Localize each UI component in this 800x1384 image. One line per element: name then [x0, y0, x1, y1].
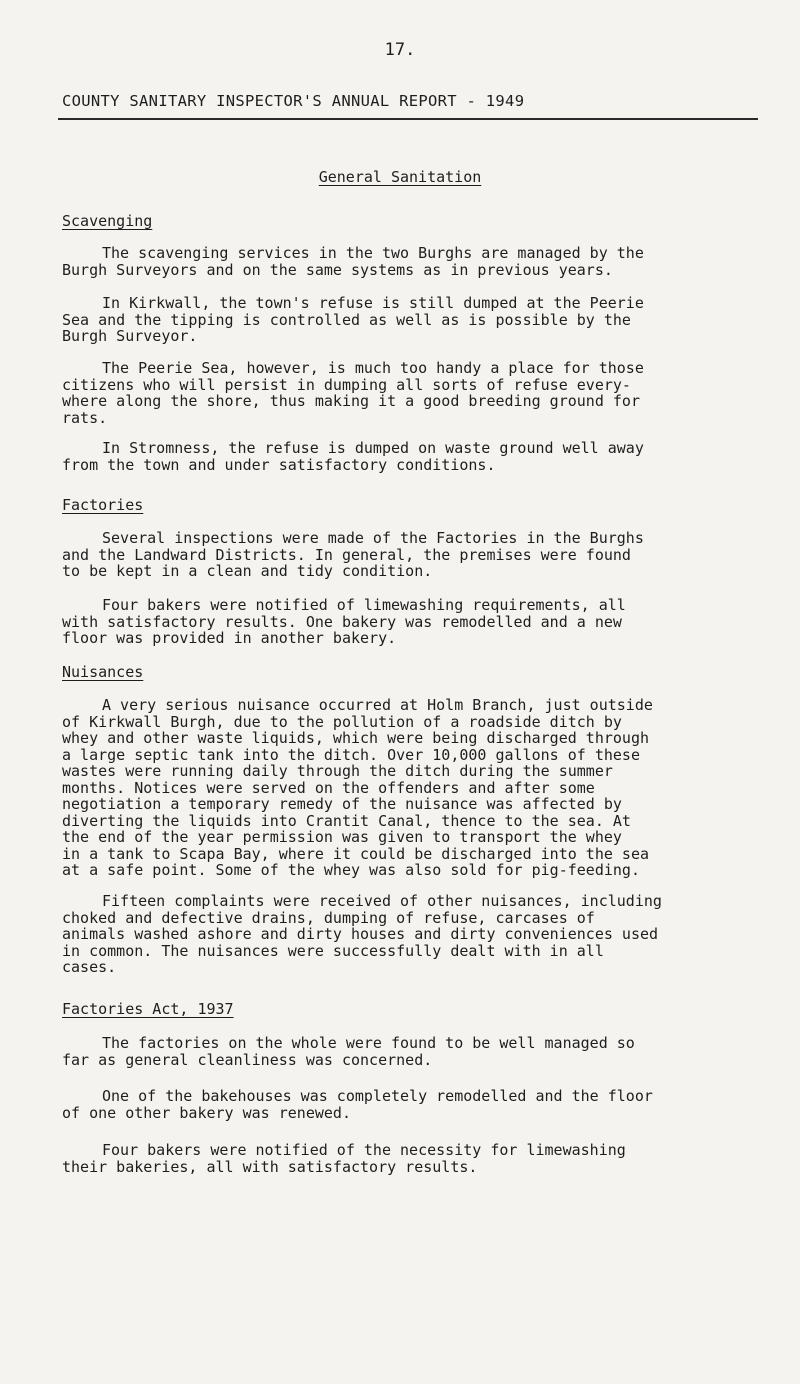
nuisances-heading: Nuisances: [62, 663, 144, 681]
scavenging-paragraph-3: The Peerie Sea, however, is much too handy a place for those citizens who will persist in dumping all sorts of refuse every- where along the shore, thus making it a good breeding ground for rats.: [62, 359, 644, 427]
factories-paragraph-1: Several inspections were made of the Factories in the Burghs and the Landward Districts. In general, the premises were found to be kept in a clean and tidy condition.: [62, 529, 644, 580]
scavenging-heading: Scavenging: [62, 212, 153, 230]
nuisances-paragraph-2: Fifteen complaints were received of other nuisances, including choked and defective drains, dumping of refuse, carcases of animals washed ashore and dirty houses and dirty conveniences used in common. The nuisances were successfully dealt with in all cases.: [62, 892, 662, 976]
page-number: 17.: [384, 40, 416, 60]
scavenging-paragraph-4: In Stromness, the refuse is dumped on waste ground well away from the town and under satisfactory conditions.: [62, 439, 644, 474]
factories-paragraph-2: Four bakers were notified of limewashing requirements, all with satisfactory results. One bakery was remodelled and a new floor was provided in another bakery.: [62, 596, 626, 647]
factories-act-heading: Factories Act, 1937: [62, 1000, 234, 1018]
factories-heading: Factories: [62, 496, 144, 514]
title-rule: [58, 118, 758, 120]
factories-act-paragraph-1: The factories on the whole were found to be well managed so far as general cleanliness was concerned.: [62, 1034, 635, 1069]
factories-act-paragraph-2: One of the bakehouses was completely remodelled and the floor of one other bakery was renewed.: [62, 1087, 653, 1122]
scavenging-paragraph-1: The scavenging services in the two Burghs are managed by the Burgh Surveyors and on the same systems as in previous years.: [62, 244, 644, 279]
section-title: General Sanitation: [318, 168, 482, 186]
scavenging-paragraph-2: In Kirkwall, the town's refuse is still dumped at the Peerie Sea and the tipping is controlled as well as is possible by the Burgh Surveyor.: [62, 294, 644, 345]
report-title: COUNTY SANITARY INSPECTOR'S ANNUAL REPORT - 1949: [62, 92, 525, 110]
nuisances-paragraph-1: A very serious nuisance occurred at Holm Branch, just outside of Kirkwall Burgh, due to the pollution of a roadside ditch by whey and other waste liquids, which were being discharged through a large septic tank into the ditch. Over 10,000 gallons of these wastes were running daily through the ditch during the summer months. Notices were served on the offenders and after some negotiation a temporary remedy of the nuisance was affected by diverting the liquids into Crantit Canal, thence to the sea. At the end of the year permission was given to transport the whey in a tank to Scapa Bay, where it could be discharged into the sea at a safe point. Some of the whey was also sold for pig-feeding.: [62, 696, 653, 879]
factories-act-paragraph-3: Four bakers were notified of the necessity for limewashing their bakeries, all with satisfactory results.: [62, 1141, 626, 1176]
